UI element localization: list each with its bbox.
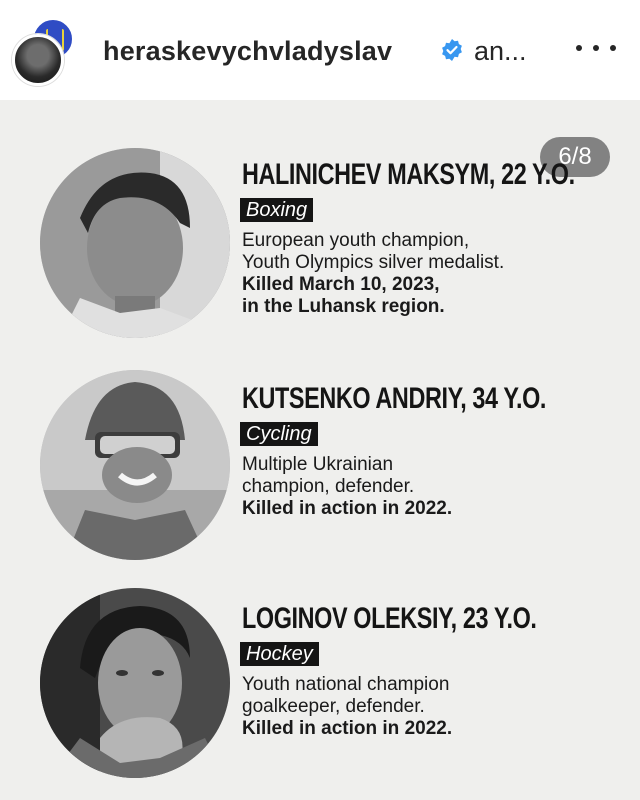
- athlete-name: KUTSENKO ANDRIY, 34 Y.O.: [242, 382, 547, 415]
- athlete-photo: [40, 588, 230, 778]
- desc-line: European youth champion,: [242, 230, 470, 251]
- killed-line: in the Luhansk region.: [242, 296, 445, 317]
- desc-line: Youth national champion: [242, 674, 450, 695]
- athlete-photo: [40, 148, 230, 338]
- killed-line: Killed in action in 2022.: [242, 718, 453, 739]
- killed-line: Killed March 10, 2023,: [242, 274, 440, 295]
- post-header: [0, 0, 640, 100]
- athlete-description: [242, 230, 622, 318]
- avatar-stack[interactable]: [12, 18, 72, 82]
- sport-badge: Hockey: [240, 642, 319, 666]
- sport-badge: Boxing: [240, 198, 313, 222]
- author-avatar[interactable]: [12, 34, 64, 86]
- verified-badge-icon: [440, 38, 464, 62]
- desc-line: champion, defender.: [242, 476, 415, 497]
- more-options-icon[interactable]: [576, 36, 616, 60]
- sport-badge: Cycling: [240, 422, 318, 446]
- athlete-description: [242, 674, 622, 740]
- desc-line: Youth Olympics silver medalist.: [242, 252, 505, 273]
- author-username[interactable]: heraskevychvladyslav: [103, 36, 393, 66]
- killed-line: Killed in action in 2022.: [242, 498, 453, 519]
- athlete-name: LOGINOV OLEKSIY, 23 Y.O.: [242, 602, 537, 635]
- desc-line: goalkeeper, defender.: [242, 696, 425, 717]
- post-image[interactable]: [0, 100, 640, 800]
- athlete-photo: [40, 370, 230, 560]
- athlete-name: HALINICHEV MAKSYM, 22 Y.O.: [242, 158, 575, 191]
- desc-line: Multiple Ukrainian: [242, 454, 394, 475]
- athlete-description: [242, 454, 622, 520]
- carousel-counter: 6/8: [540, 137, 610, 177]
- coauthor-username[interactable]: an...: [474, 36, 527, 66]
